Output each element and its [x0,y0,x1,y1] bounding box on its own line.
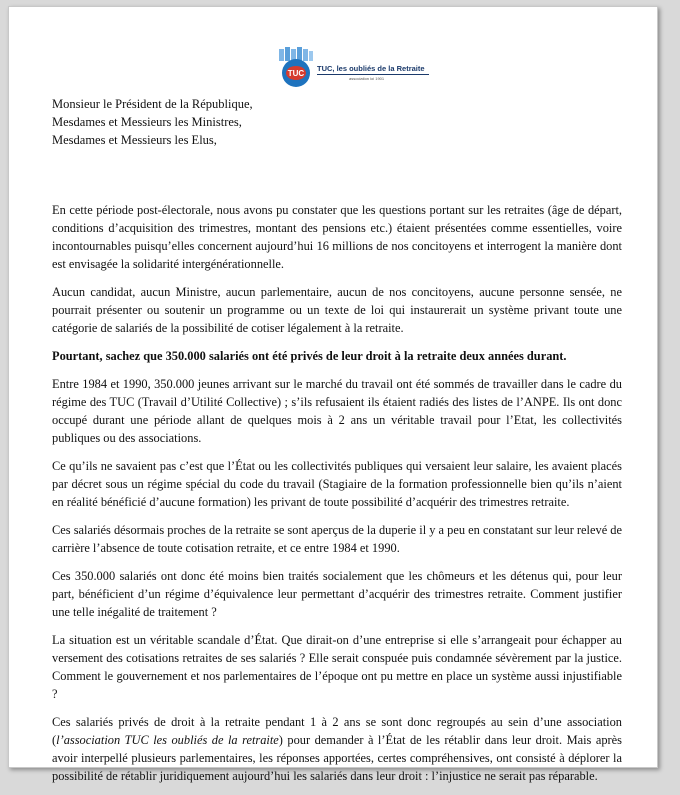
association-name: l’association TUC les oubliés de la retraite [56,733,279,747]
svg-text:TUC: TUC [287,69,305,78]
salutation-block [52,95,612,149]
paragraph-text: Ces salariés privés de droit à la retraite pendant 1 à 2 ans se sont donc regroupés au sein d’une association ( [52,715,622,747]
paragraph: Ce qu’ils ne savaient pas c’est que l’État ou les collectivités publiques qui versaient leur salaire, les avaient placés par décret sous un régime spécial du code du travail (Stagiaire de la formation professionnelle bien qu’ils n’aient en réalité bénéficié d’aucune formation) les privant de toute possibilité d’acquérir des trimestres retraite. [52,459,622,509]
logo-subtitle: association loi 1901 [349,76,385,81]
paragraph-text: ) pour demander à l’État de les rétablir dans leur droit. Mais après avoir interpellé plusieurs parlementaires, les réponses apportées, certes compréhensives, ont consisté à déplorer la possibilité de rétablir juridiquement aujourd’hui les salariés dans leur droit : l’injustice ne serait pas réparable. [52,733,622,783]
logo-divider [317,74,429,75]
salutation-line: Mesdames et Messieurs les Elus, [52,133,217,147]
paragraph: Ces salariés désormais proches de la retraite se sont aperçus de la duperie il y a peu en constatant sur leur relevé de carrière l’absence de toute cotisation retraite, et ce entre 1984 et 1990. [52,523,622,555]
paragraph: Entre 1984 et 1990, 350.000 jeunes arrivant sur le marché du travail ont été sommés de travailler dans le cadre du régime des TUC (Travail d’Utilité Collective) ; s’ils refusaient ils étaient radiés des listes de l’ANPE. Ils ont donc occupé durant une période allant de quelques mois à 2 ans un véritable travail pour l’Etat, les collectivités publiques ou des associations. [52,377,622,445]
paragraph: Aucun candidat, aucun Ministre, aucun parlementaire, aucun de nos concitoyens, aucune personne sensée, ne pourrait présenter ou soutenir un programme ou un texte de loi qui instaurerait un système privant toute une catégorie de salariés de la possibilité de cotiser légalement à la retraite. [52,285,622,335]
paragraph: En cette période post-électorale, nous avons pu constater que les questions portant sur les retraites (âge de départ, conditions d’acquisition des trimestres, montant des pensions etc.) étaient présentées comme essentielles, voire incontournables puisqu’elles concernent aujourd’hui 16 millions de nos concitoyens et interrogent la manière dont est envisagée la solidarité intergénérationnelle. [52,203,622,271]
association-logo [275,47,435,89]
paragraph: Ces 350.000 salariés ont donc été moins bien traités socialement que les chômeurs et les détenus qui, pour leur part, bénéficient d’un régime d’équivalence leur permettant d’acquérir des trimestres retraite. Comment justifier une telle inégalité de traitement ? [52,569,622,619]
logo-name: TUC, les oubliés de la Retraite [317,64,425,73]
letter-body [52,201,622,795]
key-statement: Pourtant, sachez que 350.000 salariés ont été privés de leur droit à la retraite deux années durant. [52,349,567,363]
paragraph [52,713,622,785]
tuc-logo-icon [275,47,317,89]
document-page [8,6,658,783]
paragraph: La situation est un véritable scandale d’État. Que dirait-on d’une entreprise si elle s’arrangeait pour échapper au versement des cotisations retraites de ses salariés ? Elle serait conspuée puis condamnée sévèrement par la justice. Comment le gouvernement et nos parlementaires de l’époque ont pu mettre en place un système aussi injustifiable ? [52,633,622,701]
salutation-line: Mesdames et Messieurs les Ministres, [52,115,242,129]
salutation-line: Monsieur le Président de la République, [52,97,253,111]
